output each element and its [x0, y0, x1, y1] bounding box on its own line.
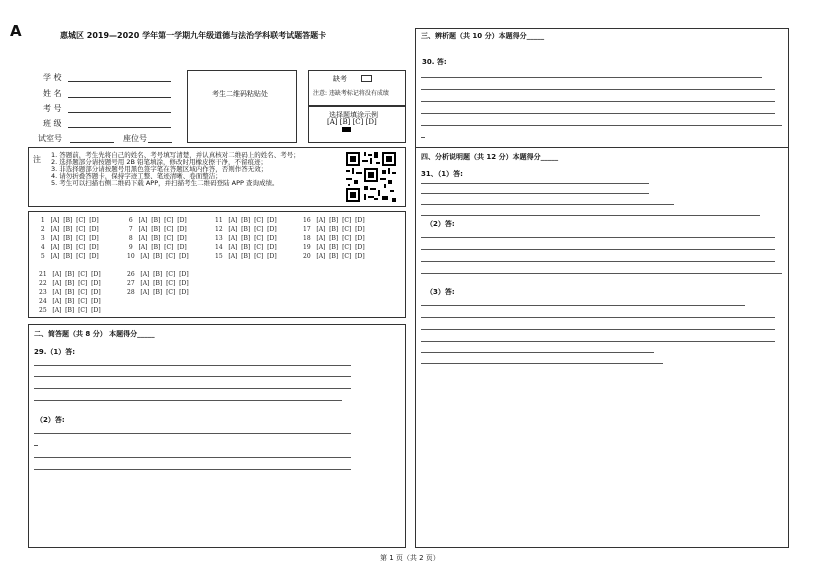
mc-question-17[interactable]: 17 [A] [B] [C] [D]: [303, 226, 365, 233]
answer-line[interactable]: [34, 469, 351, 470]
answer-line[interactable]: [34, 400, 342, 401]
mc-question-13[interactable]: 13 [A] [B] [C] [D]: [215, 235, 277, 242]
field-school-line[interactable]: [68, 81, 171, 82]
note-2: 2. 选择题部分请按题号用 2B 铅笔填涂，修改时用橡皮擦干净，不留痕迹；: [51, 158, 267, 166]
mc-question-8[interactable]: 8 [A] [B] [C] [D]: [127, 235, 187, 242]
field-name-label: 姓 名: [43, 89, 62, 98]
q31-2-label: （2）答:: [426, 220, 455, 228]
mc-question-9[interactable]: 9 [A] [B] [C] [D]: [127, 244, 187, 251]
answer-line[interactable]: [34, 365, 351, 366]
answer-line[interactable]: [421, 204, 674, 205]
field-seat-label: 座位号: [123, 134, 147, 143]
answer-line[interactable]: [421, 261, 775, 262]
mc-question-7[interactable]: 7 [A] [B] [C] [D]: [127, 226, 187, 233]
absent-checkbox[interactable]: [361, 75, 372, 82]
field-room-line[interactable]: [70, 142, 114, 143]
answer-line[interactable]: [421, 77, 762, 78]
answer-line[interactable]: [421, 193, 649, 194]
page-title: 惠城区 2019—2020 学年第一学期九年级道德与法治学科联考试题答题卡: [60, 31, 327, 40]
multiple-choice-box: [28, 211, 406, 318]
filled-mark-icon: [342, 127, 351, 132]
answer-line[interactable]: [421, 352, 654, 353]
note-3: 3. 非选择题部分请按题号用黑色签字笔在答题区域内作答，否则作答无效；: [51, 165, 268, 173]
fill-example-options: [A] [B] [C] [D]: [327, 118, 377, 126]
note-1: 1. 答题前，考生先将自己的姓名、考号填写清楚，并认真核对二维码上的姓名、考号；: [51, 151, 300, 159]
q31-1-label: 31、（1）答:: [421, 170, 463, 178]
answer-line[interactable]: [421, 329, 775, 330]
answer-line[interactable]: [421, 101, 775, 102]
answer-line[interactable]: [34, 388, 351, 389]
q31-3-label: （3）答:: [426, 288, 455, 296]
q29-2-label: （2）答:: [36, 416, 65, 424]
answer-line[interactable]: [34, 457, 351, 458]
note-5: 5. 考生可以扫描右侧二维码下载 APP，并扫描考生二维码登陆 APP 查询成绩。: [51, 179, 279, 187]
mc-question-3[interactable]: 3 [A] [B] [C] [D]: [39, 235, 99, 242]
mc-question-26[interactable]: 26 [A] [B] [C] [D]: [127, 271, 189, 278]
notes-box: [28, 147, 406, 207]
note-4: 4. 请勿折叠答题卡，保持字迹工整、笔迹清晰、卷面整洁；: [51, 172, 222, 180]
field-name-line[interactable]: [68, 97, 171, 98]
absent-box: [308, 70, 406, 106]
notes-left-mark: 注: [33, 155, 41, 164]
mc-question-20[interactable]: 20 [A] [B] [C] [D]: [303, 253, 365, 260]
qr-paste-label: 考生二维码粘贴处: [212, 90, 268, 98]
q29-1-label: 29.（1）答:: [34, 348, 76, 356]
answer-line[interactable]: [421, 215, 760, 216]
mc-question-6[interactable]: 6 [A] [B] [C] [D]: [127, 217, 187, 224]
mc-question-21[interactable]: 21 [A] [B] [C] [D]: [39, 271, 101, 278]
mc-question-2[interactable]: 2 [A] [B] [C] [D]: [39, 226, 99, 233]
qr-paste-box: [187, 70, 297, 143]
field-id-label: 考 号: [43, 104, 62, 113]
mc-question-1[interactable]: 1 [A] [B] [C] [D]: [39, 217, 99, 224]
app-qr-code-icon[interactable]: [346, 152, 396, 202]
fill-example-box: [308, 106, 406, 143]
mc-question-10[interactable]: 10 [A] [B] [C] [D]: [127, 253, 189, 260]
mc-question-22[interactable]: 22 [A] [B] [C] [D]: [39, 280, 101, 287]
right-answer-box: [415, 28, 789, 548]
mc-question-4[interactable]: 4 [A] [B] [C] [D]: [39, 244, 99, 251]
answer-line[interactable]: [421, 113, 775, 114]
mc-question-12[interactable]: 12 [A] [B] [C] [D]: [215, 226, 277, 233]
answer-line[interactable]: [421, 89, 775, 90]
answer-line[interactable]: [421, 249, 775, 250]
absent-label: 缺考: [333, 75, 347, 83]
answer-line[interactable]: [421, 183, 649, 184]
mc-question-18[interactable]: 18 [A] [B] [C] [D]: [303, 235, 365, 242]
answer-line[interactable]: [421, 317, 775, 318]
mc-question-11[interactable]: 11 [A] [B] [C] [D]: [215, 217, 277, 224]
answer-line[interactable]: [421, 137, 425, 138]
answer-line[interactable]: [421, 273, 782, 274]
field-class-line[interactable]: [68, 127, 171, 128]
page-footer: 第 1 页（共 2 页）: [380, 554, 440, 562]
field-seat-line[interactable]: [148, 142, 172, 143]
field-id-line[interactable]: [68, 112, 171, 113]
section-2-header: 二、简答题（共 8 分） 本题得分_____: [34, 330, 155, 338]
answer-line[interactable]: [421, 125, 782, 126]
mc-question-23[interactable]: 23 [A] [B] [C] [D]: [39, 289, 101, 296]
answer-line[interactable]: [34, 433, 351, 434]
answer-line[interactable]: [421, 237, 775, 238]
section-3-header: 三、辨析题（共 10 分）本题得分_____: [421, 32, 545, 40]
mc-question-28[interactable]: 28 [A] [B] [C] [D]: [127, 289, 189, 296]
answer-line[interactable]: [421, 305, 745, 306]
field-room-label: 试室号: [38, 134, 62, 143]
section-2-box: [28, 324, 406, 548]
fill-example-label: 选择题填涂示例: [329, 111, 378, 119]
section-4-header: 四、分析说明题（共 12 分）本题得分_____: [421, 153, 559, 161]
mc-question-24[interactable]: 24 [A] [B] [C] [D]: [39, 298, 101, 305]
answer-line[interactable]: [421, 341, 775, 342]
mc-question-27[interactable]: 27 [A] [B] [C] [D]: [127, 280, 189, 287]
mc-question-19[interactable]: 19 [A] [B] [C] [D]: [303, 244, 365, 251]
mc-question-25[interactable]: 25 [A] [B] [C] [D]: [39, 307, 101, 314]
mc-question-5[interactable]: 5 [A] [B] [C] [D]: [39, 253, 99, 260]
field-school-label: 学 校: [43, 73, 62, 82]
version-letter: A: [10, 22, 22, 40]
answer-line[interactable]: [34, 376, 351, 377]
q30-label: 30. 答:: [422, 58, 447, 66]
section-divider: [416, 147, 788, 148]
mc-question-15[interactable]: 15 [A] [B] [C] [D]: [215, 253, 277, 260]
answer-line[interactable]: [421, 363, 663, 364]
field-class-label: 班 级: [43, 119, 62, 128]
mc-question-16[interactable]: 16 [A] [B] [C] [D]: [303, 217, 365, 224]
absent-note: 注意: 违缺考标记将没有成绩: [313, 90, 389, 97]
answer-line[interactable]: [34, 445, 38, 446]
mc-question-14[interactable]: 14 [A] [B] [C] [D]: [215, 244, 277, 251]
